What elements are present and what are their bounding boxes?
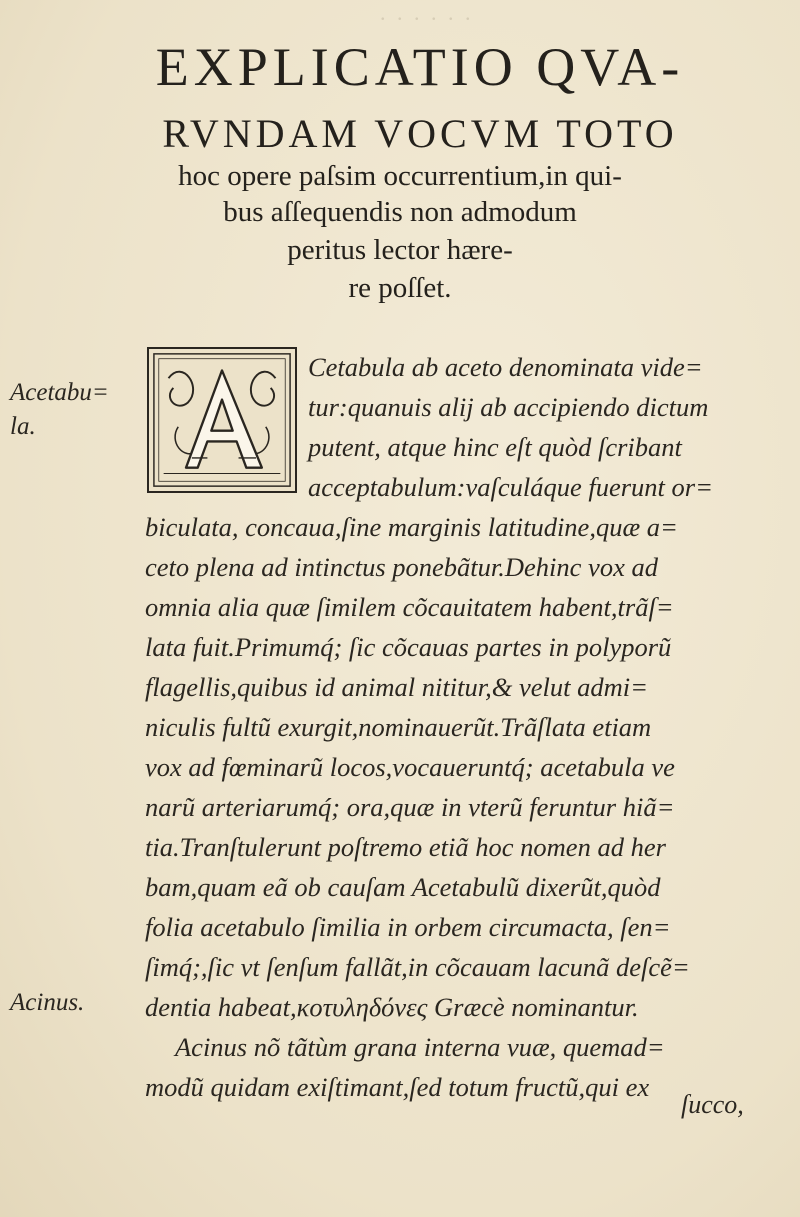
title-line-4: bus aſſequendis non admodum xyxy=(223,196,577,228)
margin-note-acetabula-line1: Acetabu= xyxy=(10,379,109,406)
margin-note-acetabula xyxy=(10,376,109,444)
body-line: niculis fultũ exurgit,nominauerũt.Trãſlata etiam xyxy=(145,712,652,742)
body-line: bam,quam eã ob cauſam Acetabulũ dixerũt,quòd xyxy=(145,872,661,902)
body-line: acceptabulum:vaſculáque fuerunt or= xyxy=(308,472,713,502)
margin-note-acetabula-line2: la. xyxy=(10,413,36,440)
margin-note-acinus: Acinus. xyxy=(10,989,85,1016)
body-line: flagellis,quibus id animal nititur,& velut admi= xyxy=(145,672,648,702)
body-line: lata fuit.Primumq́; ſic cõcauas partes in polyporũ xyxy=(145,632,672,662)
body-line: Cetabula ab aceto denominata vide= xyxy=(308,352,703,382)
title-line-2: RVNDAM VOCVM TOTO xyxy=(162,111,678,156)
body-line: tur:quanuis alij ab accipiendo dictum xyxy=(308,392,709,422)
body-line: narũ arteriarumq́; ora,quæ in vterũ feruntur hiã= xyxy=(145,792,675,822)
body-line: ceto plena ad intinctus ponebãtur.Dehinc vox ad xyxy=(145,552,658,582)
body-line: putent, atque hinc eſt quòd ſcribant xyxy=(308,432,682,462)
decorated-initial-letter-a-icon xyxy=(149,349,295,491)
catchword: ſucco, xyxy=(681,1090,744,1119)
body-line: ſimq́;,ſic vt ſenſum fallãt,in cõcauam lacunã deſcẽ= xyxy=(145,952,690,982)
body-line: modũ quidam exiſtimant,ſed totum fructũ,qui ex xyxy=(145,1072,650,1102)
body-line: vox ad fœminarũ locos,vocaueruntq́; acetabula ve xyxy=(145,752,675,782)
body-line: folia acetabulo ſimilia in orbem circumacta, ſen= xyxy=(145,912,671,942)
bleed-through-text: . . . . . . xyxy=(380,0,474,25)
title-line-5: peritus lector hære- xyxy=(287,234,513,266)
title-line-1: EXPLICATIO QVA- xyxy=(155,37,685,97)
body-line: Acinus nõ tãtùm grana interna vuæ, quemad= xyxy=(175,1032,665,1062)
title-line-6: re poſſet. xyxy=(348,272,452,304)
title-line-3: hoc opere paſsim occurrentium,in qui- xyxy=(178,160,622,192)
body-line: omnia alia quæ ſimilem cõcauitatem habent,trãſ= xyxy=(145,592,674,622)
decorated-initial xyxy=(147,347,297,493)
body-line: biculata, concaua,ſine marginis latitudine,quæ a= xyxy=(145,512,678,542)
body-line: tia.Tranſtulerunt poſtremo etiã hoc nomen ad her xyxy=(145,832,666,862)
body-line: dentia habeat,κοτυληδόνες Græcè nominantur. xyxy=(145,992,639,1022)
